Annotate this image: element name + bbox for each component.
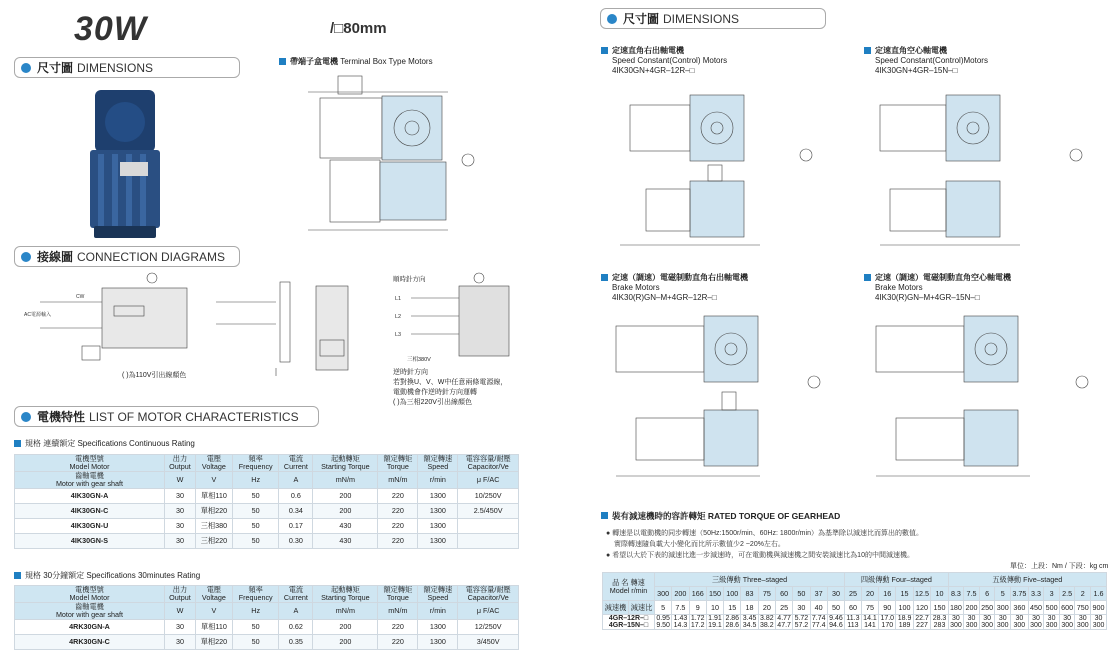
th-model-speed: 品 名 轉速 Model r/min bbox=[603, 573, 655, 601]
value-cell: 50 bbox=[232, 533, 279, 548]
speed-cell: 3 bbox=[1044, 587, 1060, 601]
cw-direction-title: 順時針方向 bbox=[393, 276, 426, 283]
th-current: 電流 Current bbox=[279, 455, 313, 472]
th-starting-torque: 起動轉矩 Starting Torque bbox=[313, 455, 378, 472]
ratio-cell: 450 bbox=[1028, 601, 1044, 615]
speed-cell: 75 bbox=[758, 587, 775, 601]
model-cell: 4RK30GN-A bbox=[15, 619, 165, 634]
speed-cell: 6 bbox=[979, 587, 995, 601]
svg-text:L1: L1 bbox=[395, 296, 402, 302]
speed-cell: 16 bbox=[879, 587, 896, 601]
ratio-cell: 300 bbox=[995, 601, 1011, 615]
spec-30min-label: 規格 30分鐘額定 Specifications 30minutes Rating bbox=[14, 571, 200, 581]
value-cell: 30 bbox=[165, 619, 196, 634]
value-cell: 220 bbox=[378, 533, 418, 548]
table-row bbox=[15, 533, 519, 548]
th-model-sub: 齒軸電機 Motor with gear shaft bbox=[15, 471, 165, 488]
torque-cell: 30 300 bbox=[950, 615, 962, 629]
bullet-icon bbox=[607, 14, 617, 24]
speed-cell: 5 bbox=[995, 587, 1011, 601]
table-row bbox=[15, 518, 519, 533]
ratio-cell: 120 bbox=[913, 601, 931, 615]
torque-cell: 5.72 57.2 bbox=[794, 615, 809, 629]
torque-cell: 30 300 bbox=[965, 615, 978, 629]
speed-cell: 60 bbox=[775, 587, 792, 601]
rated-torque-notes: ● 轉速是以電動機的同步轉速（50Hz:1500r/min、60Hz: 1800r/min）為基準除以減速比而算出的數值。 實際轉速隨負載大小變化而比所示數值少2 ~20%左右。 ● 希望以大於下表的減速比進一步減速時，可在電動機與減速機之間安裝減速比為10的中間減速機。 bbox=[606, 530, 923, 560]
bullet-icon bbox=[21, 63, 31, 73]
value-cell: 3/450V bbox=[458, 634, 519, 649]
ratio-cell: 75 bbox=[861, 601, 878, 615]
ratio-cell: 750 bbox=[1075, 601, 1091, 615]
ratio-cell: 250 bbox=[979, 601, 995, 615]
torque-cell: 3.45 34.5 bbox=[742, 615, 757, 629]
ratio-cell: 600 bbox=[1059, 601, 1075, 615]
value-cell: 220 bbox=[378, 503, 418, 518]
rated-torque-title: 裝有減速機時的容許轉矩 RATED TORQUE OF GEARHEAD bbox=[601, 511, 840, 522]
value-cell: 0.35 bbox=[279, 634, 313, 649]
th-frequency: 頻率 Frequency bbox=[232, 455, 279, 472]
speed-cell: 83 bbox=[741, 587, 758, 601]
value-cell: 50 bbox=[232, 488, 279, 503]
svg-text:L3: L3 bbox=[395, 332, 402, 338]
value-cell: 1300 bbox=[418, 503, 458, 518]
section-header-dimensions: 尺寸圖 DIMENSIONS bbox=[14, 57, 240, 78]
ratio-cell: 50 bbox=[827, 601, 844, 615]
value-cell: 0.34 bbox=[279, 503, 313, 518]
speed-cell: 100 bbox=[724, 587, 741, 601]
torque-cell: 30 300 bbox=[1030, 615, 1042, 629]
torque-cell: 17.0 170 bbox=[880, 615, 895, 629]
ratio-cell: 360 bbox=[1011, 601, 1029, 615]
torque-cell: 1.72 17.2 bbox=[690, 615, 705, 629]
value-cell: 50 bbox=[232, 619, 279, 634]
ratio-cell: 900 bbox=[1091, 601, 1107, 615]
th-output: 出力 Output bbox=[165, 455, 196, 472]
model-cell: 4IK30GN-A bbox=[15, 488, 165, 503]
value-cell: 12/250V bbox=[458, 619, 519, 634]
th-five-staged: 五級傳動 Five–staged bbox=[948, 573, 1106, 587]
value-cell: 10/250V bbox=[458, 488, 519, 503]
speed-cell: 150 bbox=[706, 587, 723, 601]
value-cell: 430 bbox=[313, 533, 378, 548]
square-bullet-icon bbox=[601, 274, 608, 281]
speed-cell: 2 bbox=[1075, 587, 1091, 601]
drawing-label-4: 定速（調速）電磁制動直角空心軸電機 Brake Motors 4IK30(R)GN–M+4GR–15N–□ bbox=[864, 273, 1011, 303]
frame-size: /□80mm bbox=[330, 20, 387, 37]
value-cell: 0.17 bbox=[279, 518, 313, 533]
speed-cell: 1.6 bbox=[1091, 587, 1107, 601]
section-header-connection: 接線圖 CONNECTION DIAGRAMS bbox=[14, 246, 240, 267]
value-cell: 0.6 bbox=[279, 488, 313, 503]
ratio-cell: 500 bbox=[1044, 601, 1060, 615]
unit-label: 單位：上段：Nm / 下段：kg cm bbox=[1010, 563, 1109, 570]
square-bullet-icon bbox=[14, 572, 21, 579]
ratio-cell: 30 bbox=[793, 601, 810, 615]
ratio-cell: 9 bbox=[689, 601, 706, 615]
spec-30min-table: 電機型號 Model Motor 出力 Output 電壓 Voltage 頻率 Frequency 電流 Current 起動轉矩 Starting Torque 額定轉矩 Torque 額定轉速 Speed 電容容量/耐壓 Capacitor/Ve 齒軸電機 Motor with gear shaft W V Hz A mN/m mN/m r/min μ F/AC 4RK30GN-A 30 單相110 50 0.62 200 220 1300 12/250V 4RK30GN-C 30 單相220 50 0.35 200 220 1300 3/450V bbox=[14, 585, 519, 650]
value-cell: 200 bbox=[313, 634, 378, 649]
speed-cell: 2.5 bbox=[1059, 587, 1075, 601]
torque-cell: 30 300 bbox=[1045, 615, 1058, 629]
torque-cell: 30 300 bbox=[1076, 615, 1089, 629]
ratio-cell: 20 bbox=[758, 601, 775, 615]
square-bullet-icon bbox=[601, 512, 608, 519]
ratio-cell: 18 bbox=[741, 601, 758, 615]
speed-cell: 7.5 bbox=[964, 587, 980, 601]
value-cell: 單相220 bbox=[195, 503, 232, 518]
value-cell: 220 bbox=[378, 488, 418, 503]
model-cell: 4IK30GN-U bbox=[15, 518, 165, 533]
square-bullet-icon bbox=[864, 47, 871, 54]
ratio-cell: 10 bbox=[706, 601, 723, 615]
ratio-cell: 100 bbox=[896, 601, 913, 615]
ratio-cell: 40 bbox=[810, 601, 827, 615]
bullet-icon bbox=[21, 252, 31, 262]
value-cell: 220 bbox=[378, 619, 418, 634]
value-cell: 50 bbox=[232, 634, 279, 649]
spec-continuous-label: 規格 連續額定 Specifications Continuous Rating bbox=[14, 439, 195, 449]
speed-cell: 12.5 bbox=[913, 587, 931, 601]
torque-cell: 30 300 bbox=[996, 615, 1009, 629]
value-cell: 200 bbox=[313, 503, 378, 518]
value-cell: 0.30 bbox=[279, 533, 313, 548]
table-row bbox=[15, 503, 519, 518]
drawing-label-2: 定速直角空心軸電機 Speed Constant(Control)Motors 4IK30GN+4GR–15N–□ bbox=[864, 46, 988, 76]
ratio-cell: 25 bbox=[775, 601, 792, 615]
ratio-cell: 7.5 bbox=[672, 601, 689, 615]
svg-text:AC電源輸入: AC電源輸入 bbox=[24, 312, 51, 318]
square-bullet-icon bbox=[279, 58, 286, 65]
speed-cell: 3.3 bbox=[1028, 587, 1044, 601]
value-cell: 50 bbox=[232, 503, 279, 518]
drawing-label-1: 定速直角右出軸電機 Speed Constant(Control) Motors 4IK30GN+4GR–12R–□ bbox=[601, 46, 727, 76]
value-cell: 430 bbox=[313, 518, 378, 533]
ratio-cell: 200 bbox=[964, 601, 980, 615]
value-cell: 1300 bbox=[418, 518, 458, 533]
th-speed: 額定轉速 Speed bbox=[418, 455, 458, 472]
drawing-brake-solid-shaft bbox=[610, 310, 830, 485]
torque-cell: 14.1 141 bbox=[863, 615, 877, 629]
section-header-characteristics: 電機特性 LIST OF MOTOR CHARACTERISTICS bbox=[14, 406, 319, 427]
wiring-diagram-three-phase bbox=[393, 268, 523, 368]
note-110v: ( )為110V引出線顏色 bbox=[122, 372, 187, 379]
wiring-diagram-single-phase bbox=[22, 268, 202, 368]
value-cell bbox=[458, 518, 519, 533]
ratio-cell: 150 bbox=[931, 601, 948, 615]
ratio-cell: 5 bbox=[655, 601, 672, 615]
speed-cell: 10 bbox=[931, 587, 948, 601]
value-cell: 三相220 bbox=[195, 533, 232, 548]
ccw-notes: 逆時針方向 若對換U、V、W中任意兩條電源線， 電動機會作逆時針方向運轉 ( )為三相220V引出線顏色 bbox=[393, 369, 508, 407]
section-header-dimensions-right: 尺寸圖 DIMENSIONS bbox=[600, 8, 826, 29]
svg-text:CW: CW bbox=[76, 294, 85, 300]
power-title: 30W bbox=[74, 10, 147, 48]
value-cell: 30 bbox=[165, 503, 196, 518]
torque-cell: 30 300 bbox=[1011, 615, 1029, 630]
th-voltage: 電壓 Voltage bbox=[195, 455, 232, 472]
model-cell: 4IK30GN-S bbox=[15, 533, 165, 548]
value-cell: 1300 bbox=[418, 533, 458, 548]
model-cell: 4RK30GN-C bbox=[15, 634, 165, 649]
speed-cell: 15 bbox=[896, 587, 913, 601]
torque-cell: 30 300 bbox=[1061, 615, 1074, 629]
value-cell: 30 bbox=[165, 518, 196, 533]
th-model: 電機型號 Model Motor bbox=[15, 455, 165, 472]
torque-cell: 28.3 283 bbox=[932, 615, 947, 629]
torque-cell: 1.43 14.3 bbox=[673, 615, 688, 629]
ratio-cell: 15 bbox=[724, 601, 741, 615]
spec-continuous-table: 電機型號 Model Motor 出力 Output 電壓 Voltage 頻率 Frequency 電流 Current 起動轉矩 Starting Torque 額定轉矩 Torque 額定轉速 Speed 電容容量/耐壓 Capacitor/Ve 齒軸電機 Motor with gear shaft W V Hz A mN/m mN/m r/min μ F/AC 4IK30GN-A 30 單相110 50 0.6 200 220 1300 10/250V 4IK30GN-C 30 單相220 50 0.34 200 220 1300 2.5/450V 4IK30GN-U 30 三相380 50 0.17 430 220 1300 4IK30GN-S 30 三相220 50 0.30 430 220 1300 bbox=[14, 454, 519, 549]
value-cell: 200 bbox=[313, 619, 378, 634]
speed-cell: 3.75 bbox=[1011, 587, 1029, 601]
ratio-cell: 60 bbox=[845, 601, 862, 615]
torque-cell: 2.86 28.6 bbox=[725, 615, 740, 629]
value-cell: 220 bbox=[378, 518, 418, 533]
speed-cell: 300 bbox=[655, 587, 672, 601]
value-cell: 三相380 bbox=[195, 518, 232, 533]
drawing-right-angle-hollow-shaft bbox=[870, 85, 1090, 255]
value-cell: 1300 bbox=[418, 634, 458, 649]
speed-cell: 200 bbox=[672, 587, 689, 601]
rated-torque-table: 品 名 轉速 Model r/min 三級傳動 Three–staged 四級傳動 Four–staged 五級傳動 Five–staged 300 200 166 150 100 83 75 60 50 37 30 25 20 16 15 12.5 10 8.3 7.5 6 5 3.75 3.3 3 2.5 2 1.6 減速機 減速比 5 7.5 9 10 15 18 20 25 30 40 50 60 75 90 100 120 150 180 200 250 300 360 450 500 600 750 900 4GR–12R–□ 4GR–15N–□ 0.95 9.50 1.43 14.3 1.72 17.2 1.91 19.1 2.86 28.6 3.45 34.5 3.82 38.2 4.77 47.7 5.72 57.2 7.74 77.4 9.46 94.6 11.3 113 14.1 141 17.0 170 18.9 189 22.7 227 28.3 283 30 300 30 300 30 300 30 300 30 300 30 300 30 300 30 300 30 300 30 300 bbox=[602, 572, 1107, 630]
three-phase-label: 三相380V bbox=[407, 357, 431, 363]
speed-cell: 50 bbox=[793, 587, 810, 601]
value-cell: 200 bbox=[313, 488, 378, 503]
square-bullet-icon bbox=[601, 47, 608, 54]
drawing-brake-hollow-shaft bbox=[870, 310, 1100, 485]
torque-cell: 4.77 47.7 bbox=[777, 615, 791, 629]
torque-cell: 0.95 9.50 bbox=[656, 615, 670, 629]
th-three-staged: 三級傳動 Three–staged bbox=[655, 573, 845, 587]
model-cell: 4IK30GN-C bbox=[15, 503, 165, 518]
value-cell: 220 bbox=[378, 634, 418, 649]
speed-cell: 37 bbox=[810, 587, 827, 601]
th-torque: 額定轉矩 Torque bbox=[378, 455, 418, 472]
terminal-box-label: 帶端子盒電機 Terminal Box Type Motors bbox=[279, 57, 433, 67]
speed-cell: 25 bbox=[845, 587, 862, 601]
value-cell: 單相110 bbox=[195, 619, 232, 634]
value-cell: 單相110 bbox=[195, 488, 232, 503]
wiring-diagram-brake bbox=[196, 268, 376, 378]
drawing-label-3: 定速（調速）電磁制動直角右出軸電機 Brake Motors 4IK30(R)GN–M+4GR–12R–□ bbox=[601, 273, 748, 303]
bullet-icon bbox=[21, 412, 31, 422]
speed-cell: 8.3 bbox=[948, 587, 964, 601]
value-cell: 30 bbox=[165, 533, 196, 548]
table-row bbox=[15, 619, 519, 634]
value-cell: 2.5/450V bbox=[458, 503, 519, 518]
square-bullet-icon bbox=[864, 274, 871, 281]
torque-cell: 7.74 77.4 bbox=[811, 615, 826, 629]
torque-cell: 1.91 19.1 bbox=[708, 615, 722, 629]
ratio-cell: 180 bbox=[948, 601, 964, 615]
speed-cell: 166 bbox=[689, 587, 706, 601]
torque-cell: 18.9 189 bbox=[897, 615, 912, 629]
value-cell: 1300 bbox=[418, 488, 458, 503]
value-cell: 單相220 bbox=[195, 634, 232, 649]
torque-cell: 30 300 bbox=[981, 615, 993, 629]
terminal-box-drawing bbox=[298, 70, 498, 240]
value-cell: 0.62 bbox=[279, 619, 313, 634]
speed-cell: 20 bbox=[861, 587, 878, 601]
torque-cell: 30 300 bbox=[1091, 615, 1107, 630]
value-cell: 30 bbox=[165, 488, 196, 503]
torque-cell: 11.3 113 bbox=[846, 615, 860, 629]
torque-cell: 22.7 227 bbox=[913, 615, 931, 630]
svg-text:L2: L2 bbox=[395, 314, 402, 320]
square-bullet-icon bbox=[14, 440, 21, 447]
value-cell: 1300 bbox=[418, 619, 458, 634]
th-four-staged: 四級傳動 Four–staged bbox=[845, 573, 949, 587]
speed-cell: 30 bbox=[827, 587, 844, 601]
value-cell bbox=[458, 533, 519, 548]
torque-cell: 9.46 94.6 bbox=[829, 615, 843, 629]
table-row bbox=[15, 488, 519, 503]
value-cell: 50 bbox=[232, 518, 279, 533]
ratio-cell: 90 bbox=[879, 601, 896, 615]
table-row bbox=[15, 634, 519, 649]
th-capacitor: 電容容量/耐壓 Capacitor/Ve bbox=[458, 455, 519, 472]
torque-cell: 3.82 38.2 bbox=[760, 615, 774, 629]
value-cell: 30 bbox=[165, 634, 196, 649]
motor-photo bbox=[90, 90, 172, 240]
drawing-right-angle-solid-shaft bbox=[610, 85, 820, 255]
